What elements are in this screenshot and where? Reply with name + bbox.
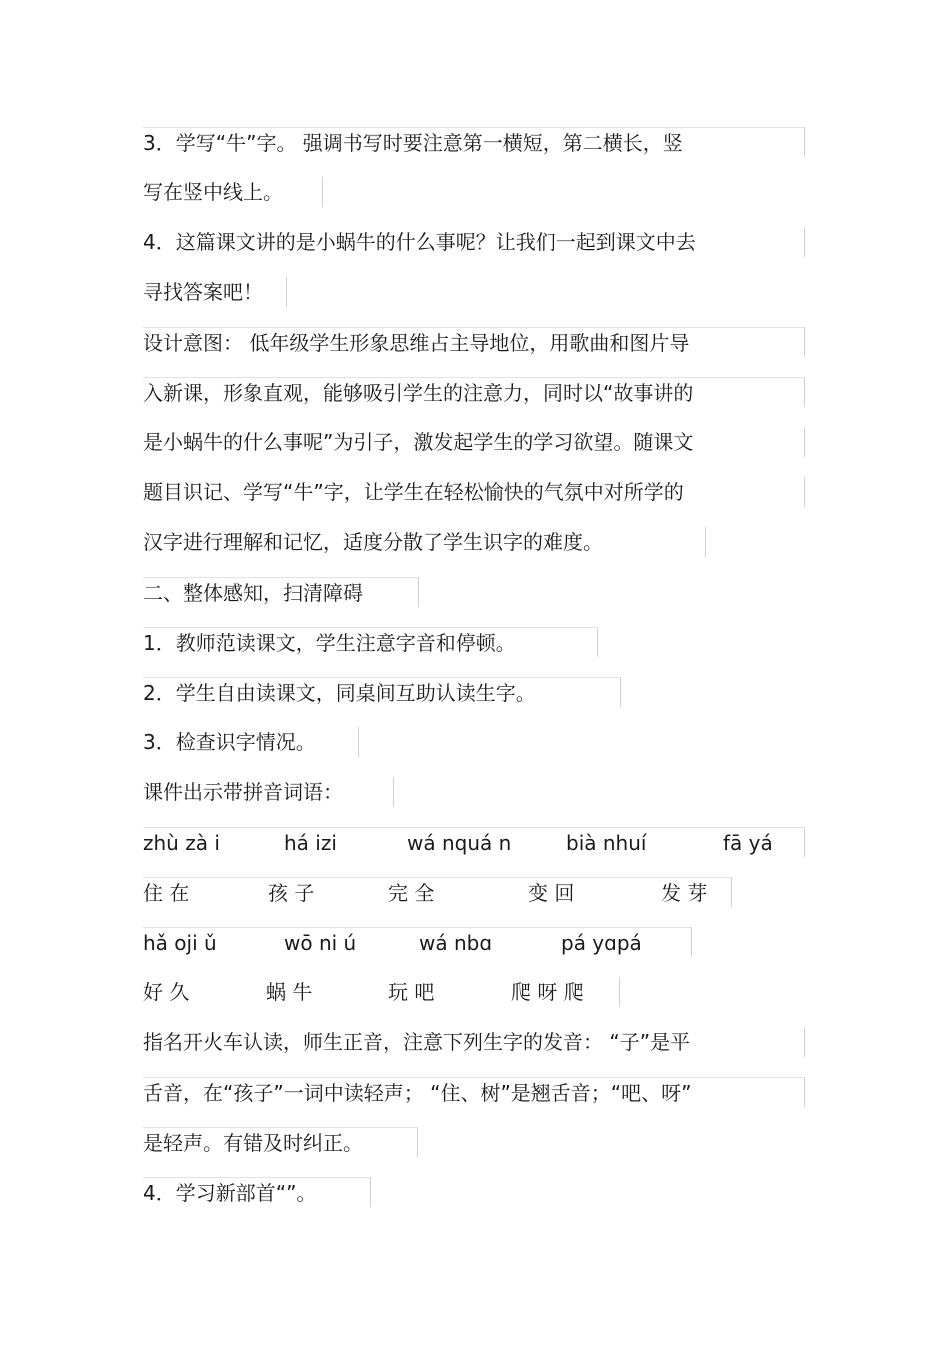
text-line: 题目识记、学写“牛”字，让学生在轻松愉快的气氛中对所学的 [143,477,805,507]
text-line: 4．学习新部首“”。 [143,1177,371,1207]
word-row [143,877,731,908]
text-line: 入新课，形象直观，能够吸引学生的注意力，同时以“故事讲的 [143,377,805,407]
text-line: 3．检查识字情况。 [143,727,359,757]
line-rule [619,977,620,1007]
pinyin-item: zhù zà i [143,831,220,855]
text-line: 3．学写“牛”字。 强调书写时要注意第一横短，第二横长，竖 [143,127,805,157]
word-item: 好 久 [143,980,190,1004]
word-item: 爬 呀 爬 [511,980,584,1004]
pinyin-item: wá nbɑ [419,931,493,955]
word-item: 发 芽 [661,881,708,905]
word-item: 玩 吧 [388,980,435,1004]
pinyin-item: há izi [284,831,337,855]
text-line: 2．学生自由读课文，同桌间互助认读生字。 [143,677,621,707]
pinyin-item: bià nhuí [566,831,647,855]
line-rule [804,827,805,857]
text-line: 汉字进行理解和记忆，适度分散了学生识字的难度。 [143,527,706,557]
pinyin-item: fā yá [723,831,773,855]
word-item: 蜗 牛 [266,980,313,1004]
text-line: 课件出示带拼音词语： [143,777,394,807]
text-line: 寻找答案吧！ [143,277,287,307]
word-row [143,977,619,1007]
word-item: 变 回 [528,881,575,905]
pinyin-row [143,827,805,858]
pinyin-item: wá nquá n [407,831,512,855]
pinyin-item: pá yɑpá [561,931,642,955]
section-heading: 二、整体感知，扫清障碍 [143,577,419,607]
line-rule [691,927,692,957]
word-item: 完 全 [388,881,435,905]
pinyin-row [143,927,691,958]
text-line: 设计意图： 低年级学生形象思维占主导地位，用歌曲和图片导 [143,327,805,357]
pinyin-item: hǎ oji ǔ [143,931,217,955]
text-line: 舌音，在“孩子”一词中读轻声； “住、树”是翘舌音；“吧、呀” [143,1077,805,1107]
text-line: 是小蜗牛的什么事呢”为引子，激发起学生的学习欲望。随课文 [143,427,805,457]
text-line: 写在竖中线上。 [143,177,323,207]
line-rule [731,877,732,907]
word-item: 孩 子 [268,881,315,905]
text-line: 4．这篇课文讲的是小蜗牛的什么事呢？让我们一起到课文中去 [143,227,805,257]
text-line: 1．教师范读课文，学生注意字音和停顿。 [143,627,598,657]
text-line: 是轻声。有错及时纠正。 [143,1127,418,1157]
text-line: 指名开火车认读，师生正音，注意下列生字的发音： “子”是平 [143,1027,805,1057]
pinyin-item: wō ni ú [284,931,357,955]
word-item: 住 在 [143,881,190,905]
